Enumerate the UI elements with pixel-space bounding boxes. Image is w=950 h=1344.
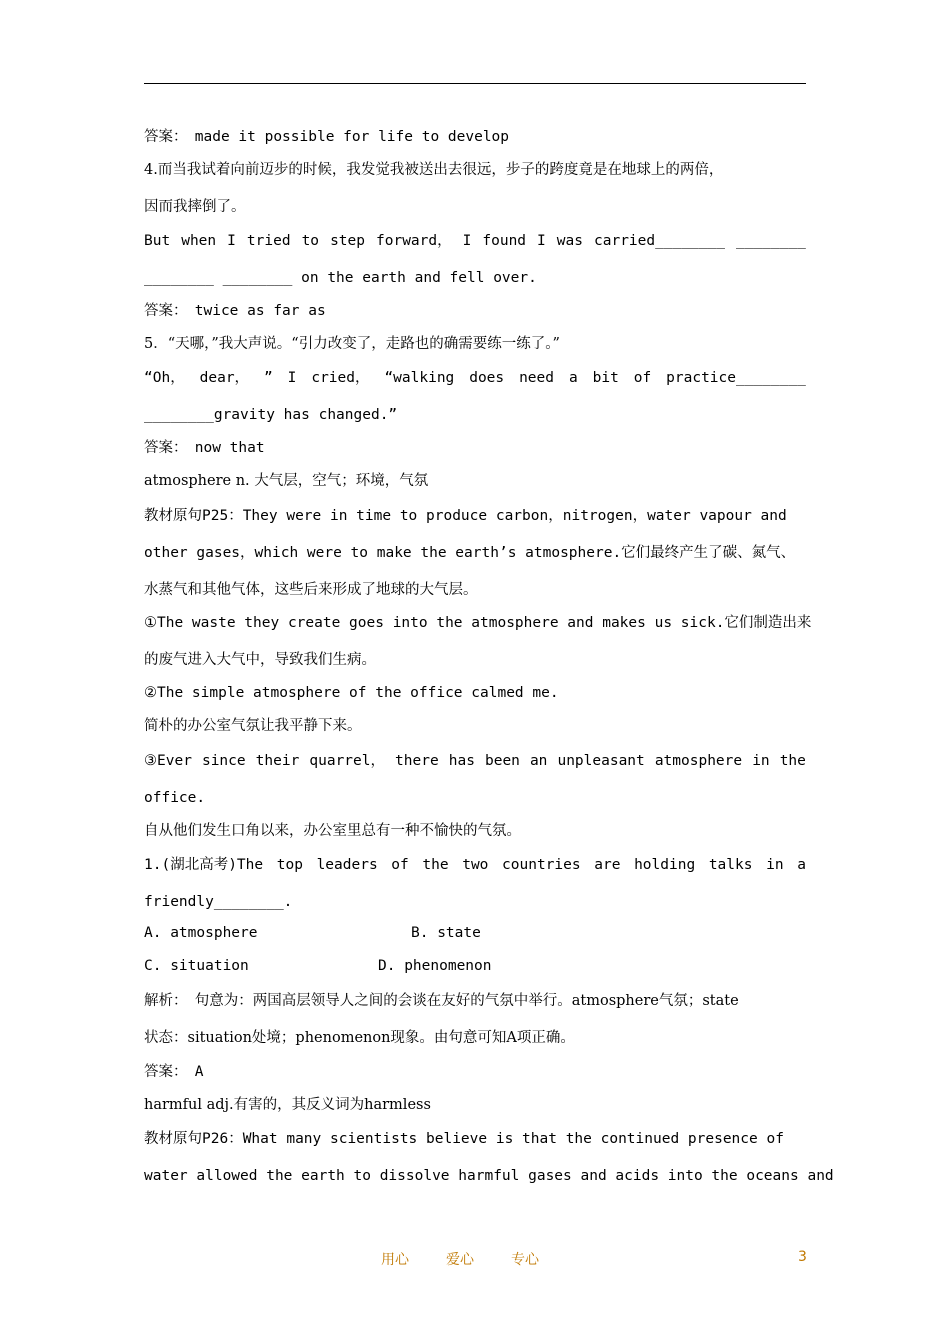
word: of	[633, 370, 652, 386]
word: top	[276, 857, 303, 873]
word: ”	[264, 370, 273, 386]
example-3-translation: 自从他们发生口角以来，办公室里总有一种不愉快的气氛。	[144, 823, 521, 839]
example-1: ①The waste they create goes into the atmosphere and makes us sick.它们制造出来	[144, 615, 812, 631]
question-4-english-cont: ________ ________ on the earth and fell over.	[144, 270, 537, 286]
textbook-sentence-2: 教材原句P26：What many scientists believe is that the continued presence of	[144, 1131, 784, 1147]
word: practice________	[666, 370, 806, 386]
word: in	[752, 753, 770, 769]
answer-line: 答案： A	[144, 1064, 204, 1080]
vocab-heading-atmosphere: atmosphere n. 大气层，空气；环境，气氛	[144, 473, 429, 489]
word: cried，	[311, 370, 370, 386]
word: has	[448, 753, 475, 769]
word: need	[519, 370, 554, 386]
answer-line: 答案： now that	[144, 440, 265, 456]
word: forward，	[376, 233, 452, 249]
example-3	[144, 751, 806, 771]
word: 1.(湖北高考)The	[144, 857, 264, 873]
option-b: B. state	[411, 925, 481, 941]
word: step	[330, 233, 365, 249]
example-1-cont: 的废气进入大气中，导致我们生病。	[144, 652, 376, 668]
vocab-heading-harmful: harmful adj.有害的，其反义词为harmless	[144, 1097, 431, 1113]
exercise-1	[144, 855, 806, 875]
textbook-translation: 水蒸气和其他气体，这些后来形成了地球的大气层。	[144, 582, 478, 598]
word: I	[462, 233, 472, 249]
word: a	[797, 857, 806, 873]
word: dear，	[199, 370, 250, 386]
example-2: ②The simple atmosphere of the office calmed me.	[144, 685, 559, 701]
word: of	[391, 857, 409, 873]
question-5-english	[144, 368, 806, 388]
question-5-english-cont: ________gravity has changed.”	[144, 407, 398, 423]
word: bit	[592, 370, 619, 386]
word: tried	[246, 233, 291, 249]
word: quarrel，	[309, 753, 385, 769]
analysis-line: 解析： 句意为：两国高层领导人之间的会谈在友好的气氛中举行。atmosphere气氛；state	[144, 993, 739, 1009]
word: I	[287, 370, 297, 386]
question-5-chinese: 5．“天哪，”我大声说。“引力改变了，走路也的确需要练一练了。”	[144, 336, 560, 352]
word: there	[395, 753, 439, 769]
example-2-translation: 简朴的办公室气氛让我平静下来。	[144, 718, 362, 734]
question-4-chinese-cont: 因而我摔倒了。	[144, 199, 246, 215]
word: ________	[735, 233, 806, 249]
word: leaders	[316, 857, 378, 873]
textbook-sentence-cont: other gases，which were to make the earth’s atmosphere.它们最终产生了碳、氮气、	[144, 545, 796, 561]
footer-middle: 爱心	[446, 1252, 474, 1268]
word: when	[181, 233, 217, 249]
word: been	[484, 753, 520, 769]
word: countries	[502, 857, 581, 873]
word: “walking	[384, 370, 455, 386]
analysis-line-cont: 状态：situation处境；phenomenon现象。由句意可知A项正确。	[144, 1030, 575, 1046]
word: does	[469, 370, 505, 386]
option-a: A. atmosphere	[144, 925, 258, 941]
word: to	[301, 233, 320, 249]
word: “Oh，	[144, 370, 185, 386]
answer-line: 答案： twice as far as	[144, 303, 326, 319]
word: two	[462, 857, 489, 873]
word: was	[556, 233, 583, 249]
word: the	[422, 857, 449, 873]
word: are	[594, 857, 621, 873]
option-d: D. phenomenon	[378, 958, 492, 974]
word: an	[529, 753, 548, 769]
textbook-sentence: 教材原句P25：They were in time to produce carbon，nitrogen，water vapour and	[144, 508, 787, 524]
word: I	[227, 233, 236, 249]
word: carried________	[594, 233, 725, 249]
word: But	[144, 233, 171, 249]
answer-line: 答案： made it possible for life to develop	[144, 129, 510, 145]
word: ③Ever	[144, 753, 192, 769]
example-3-cont: office.	[144, 790, 206, 806]
word: holding	[634, 857, 696, 873]
word: the	[779, 753, 806, 769]
footer-right: 专心	[511, 1252, 539, 1268]
exercise-1-cont: friendly________.	[144, 894, 293, 910]
word: unpleasant	[557, 753, 645, 769]
word: talks	[708, 857, 753, 873]
textbook-sentence-2-cont: water allowed the earth to dissolve harmful gases and acids into the oceans and	[144, 1168, 834, 1184]
word: atmosphere	[654, 753, 743, 769]
option-c: C. situation	[144, 958, 249, 974]
word: a	[568, 370, 578, 386]
word: in	[766, 857, 784, 873]
page-number: 3	[798, 1249, 807, 1265]
word: their	[255, 753, 300, 769]
word: I	[537, 233, 546, 249]
footer-left: 用心	[381, 1252, 409, 1268]
word: since	[201, 753, 246, 769]
word: found	[482, 233, 527, 249]
question-4-english	[144, 231, 806, 251]
question-4-chinese: 4.而当我试着向前迈步的时候，我发觉我被送出去很远，步子的跨度竟是在地球上的两倍，	[144, 162, 724, 178]
header-rule	[144, 83, 806, 84]
